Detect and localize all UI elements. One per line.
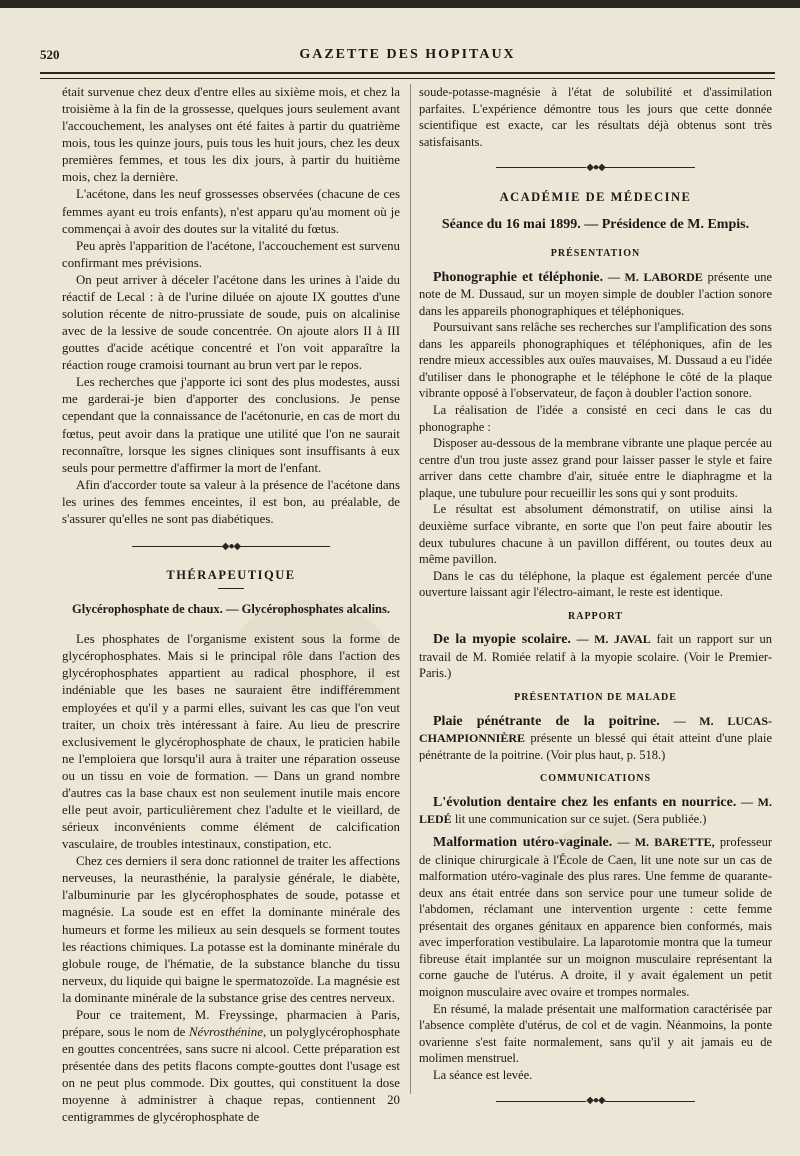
column-divider [410, 84, 411, 1094]
paragraph: Peu après l'apparition de l'acétone, l'accouchement est survenu confirmant mes prévisions. [62, 238, 400, 270]
text-run: professeur de clinique chirurgicale à l'École de Caen, lit une note sur un cas de malformation utéro-vaginale des plus rares. Une femme de quarante-deux ans était entrée dans son service pour une tumeur solide de l'abdomen, réclamant une intervention urgente : cette femme présentait des organes génitaux en apparence bien conformés, mais avec imperforation vestibulaire. La laparotomie montra que la tumeur fibreuse était implantée sur un moignon musculaire représentant la corne gauche de l'utérus. A droite, il y avait également un petit moignon musculaire avec ovaire et trompes normales. [419, 834, 772, 999]
paragraph [419, 834, 772, 1001]
presentation-malade-heading: PRÉSENTATION DE MALADE [514, 692, 677, 703]
closing-line: La séance est levée. [433, 1067, 533, 1082]
page-number: 520 [40, 47, 60, 62]
item-lead: L'évolution dentaire chez les enfants en nourrice. [433, 794, 737, 810]
right-column [419, 84, 772, 1122]
header-rule [40, 72, 775, 79]
paragraph: Chez ces derniers il sera donc rationnel de traiter les affections nerveuses, la neurasthénie, la paralysie générale, le diabète, l'albuminurie par les glycérophosphates de soude, potasse et magnésie. La soude est en effet la dominante minérale des humeurs et forme les milieux au sein desquels se forment toutes les réactions chimiques. La potasse est la dominante minérale du globule rouge, de l'hématie, de la substance blanche du tissu nerveux, du liquide qui baigne le spermatozoïde. La magnésie est la dominante minérale de la substance grise des centres nerveux. [62, 854, 400, 1005]
text-run: Pour ce traitement, M. Freyssinge, pharmacien à Paris, prépare, sous le nom de [62, 1007, 400, 1039]
paragraph: Le résultat est absolument démonstratif, on utilise ainsi la deuxième surface vibrante, en sorte que l'on peut faire aboutir les deux tubulures chacune à un pavillon différent, ou toutes deux au même pavillon. [419, 502, 772, 567]
item-author: — M. LABORDE [607, 269, 703, 284]
paragraph: Afin d'accorder toute sa valeur à la présence de l'acétone dans les urines des femmes enceintes, il est bon, au préalable, de s'assurer qu'elles ne sont pas diabétiques. [62, 477, 400, 526]
paragraph [419, 794, 772, 828]
paragraph: était survenue chez deux d'entre elles au sixième mois, et chez la troisième à la fin de la grossesse, quelques jours seulement avant l'accouchement, les analyses ont été faites à partir du quatrième mois, tous les quinze jours, puis tous les huit jours, chez les deux premières femmes, et tous les dix jours, à partir du huitième mois, chez la dernière. [62, 85, 400, 185]
journal-title: GAZETTE DES HOPITAUX [299, 47, 516, 62]
item-author: — M. LUCAS-CHAMPIONNIÈRE [419, 713, 773, 746]
section-ornament: ◆●◆ [419, 1093, 772, 1110]
item-lead: Plaie pénétrante de la poitrine. [433, 713, 660, 729]
paragraph: Disposer au-dessous de la membrane vibrante une plaque percée au centre d'un trou juste assez grand pour laisser passer le style et faire arriver dans cette chambre d'air, située entre le diaphragme et la plaque, une tubulure pour recueillir les sons qui y sont produits. [419, 436, 772, 500]
paragraph: En résumé, la malade présentait une malformation caractérisée par l'absence complète d'utérus, de col et de vagin. Néanmoins, la ponte ovarienne s'est faite normalement, sans qu'il y ait jamais eu de molimen menstruel. [419, 1001, 772, 1066]
text-run: lit une communication sur ce sujet. (Sera publiée.) [451, 812, 707, 827]
paragraph [419, 713, 772, 764]
paragraph [62, 1007, 400, 1127]
short-rule [218, 588, 244, 589]
item-lead: Malformation utéro-vaginale. [433, 834, 613, 850]
item-author: — M. JAVAL [576, 632, 651, 647]
communications-heading: COMMUNICATIONS [539, 773, 652, 785]
paragraph: Poursuivant sans relâche ses recherches sur l'amplification des sons dans les appareils phonographiques et téléphoniques, afin de les rendre mieux accessibles aux ouïes mauvaises, M. Dussaud a eu l'idée d'utiliser dans le phonographe et le téléphone le côté de la plaque vibrante opposé à l'observateur, de façon à doubler l'action sonore. [419, 320, 772, 401]
item-lead: De la myopie scolaire. [433, 632, 571, 648]
paragraph: Les phosphates de l'organisme existent sous la forme de glycérophosphates. Mais si le principal rôle dans l'action des glycérophosphates appartient au radical phosphore, il est indéniable que les bases ne sauraient être indifféremment employées et qu'il y a parmi elles, suivant les cas que l'on veut traiter, un choix très intéressant à faire. Au lieu de prescrire exclusivement le glycérophosphate de chaux, le praticien habile ne l'emploiera que lorsqu'il aura à traiter une réparation osseuse ou un tissu en voie de formation. — Dans un grand nombre d'autres cas la base chaux est non seulement inutile mais encore elle peut avoir, particulièrement chez l'adulte et le vieillard, de sérieux inconvénients comme élément de calcification vasculaire, de troubles intestinaux, constipation, etc. [62, 632, 400, 852]
paragraph: Dans le cas du téléphone, la plaque est également percée d'une ouverture laissant agir l'électro-aimant, le reste est identique. [419, 568, 772, 600]
top-border [0, 0, 800, 8]
paragraph: L'acétone, dans les neuf grossesses observées (chacune de ces femmes ayant eu trois enfants), n'est apparu qu'au moment où je commençai à avoir des doutes sur la vitalité du fœtus. [62, 187, 400, 236]
presentation-heading: PRÉSENTATION [550, 247, 641, 259]
article-heading: Glycérophosphate de chaux. — Glycérophosphates alcalins. [72, 602, 390, 617]
paragraph: Les recherches que j'apporte ici sont des plus modestes, aussi me garderai-je bien d'apporter des conclusions. Je pense cependant que la connaissance de l'acétonurie, en cas de mort du fœtus, peut avoir dans la pratique une utilité que l'on ne saurait reconnaître, lorsque les signes cliniques sont insuffisants à eux seuls pour permettre d'affirmer la mort de l'enfant. [62, 375, 400, 475]
page-header [40, 45, 775, 67]
item-lead: Phonographie et téléphonie. [433, 269, 604, 285]
seance-line: Séance du 16 mai 1899. — Présidence de M. Empis. [441, 217, 750, 233]
text-run: présente un blessé qui était atteint d'une plaie pénétrante de la poitrine. (Voir plus haut, p. 518.) [419, 731, 772, 762]
product-name: Névrosthénine [188, 1024, 263, 1039]
rapport-heading: RAPPORT [568, 610, 623, 622]
paragraph: soude-potasse-magnésie à l'état de solubilité et d'assimilation parfaites. L'expérience démontre tous les jours que cette donnée scientifique est exacte, car les résultats déjà obtenus sont très satisfaisants. [419, 85, 772, 149]
item-author: — M. LEDÉ [419, 794, 773, 827]
item-author: — M. BARETTE, [612, 834, 715, 849]
section-title-therapeutique: THÉRAPEUTIQUE [166, 568, 296, 583]
section-ornament: ◆●◆ [62, 538, 400, 555]
section-ornament: ◆●◆ [419, 160, 772, 177]
section-title-academie: ACADÉMIE DE MÉDECINE [499, 189, 692, 204]
paragraph [419, 631, 772, 682]
paragraph: La réalisation de l'idée a consisté en ceci dans le cas du phonographe : [419, 403, 772, 434]
text-run: , un polyglycérophosphate en gouttes concentrées, sans sucre ni alcool. Cette préparation est présentée dans des petits flacons compte-gouttes dont l'usage est on ne peut plus commode. Dix gouttes, qui constituent la dose moyenne à administrer à chaque repas, contiennent 20 centigrammes de glycérophosphate de [62, 1024, 400, 1125]
paragraph [419, 269, 772, 320]
text-run: fait un rapport sur un travail de M. Romiée relatif à la myopie scolaire. (Voir le Premier-Paris.) [419, 632, 773, 681]
text-run: présente une note de M. Dussaud, sur un moyen simple de doubler l'action sonore dans les appareils phonographiques et téléphoniques. [419, 269, 772, 318]
left-column [62, 84, 400, 1126]
paragraph: On peut arriver à déceler l'acétone dans les urines à l'aide du réactif de Lecal : à de l'urine diluée on ajoute IX gouttes d'une solution récente de nitro-prussiate de soude, puis on alcalinise avec de la lessive de soude concentrée. On ajoute alors II à III gouttes d'acide acétique concentré et l'on voit apparaître la réaction rouge cramoisi tournant au brun vert par le repos. [62, 272, 400, 373]
